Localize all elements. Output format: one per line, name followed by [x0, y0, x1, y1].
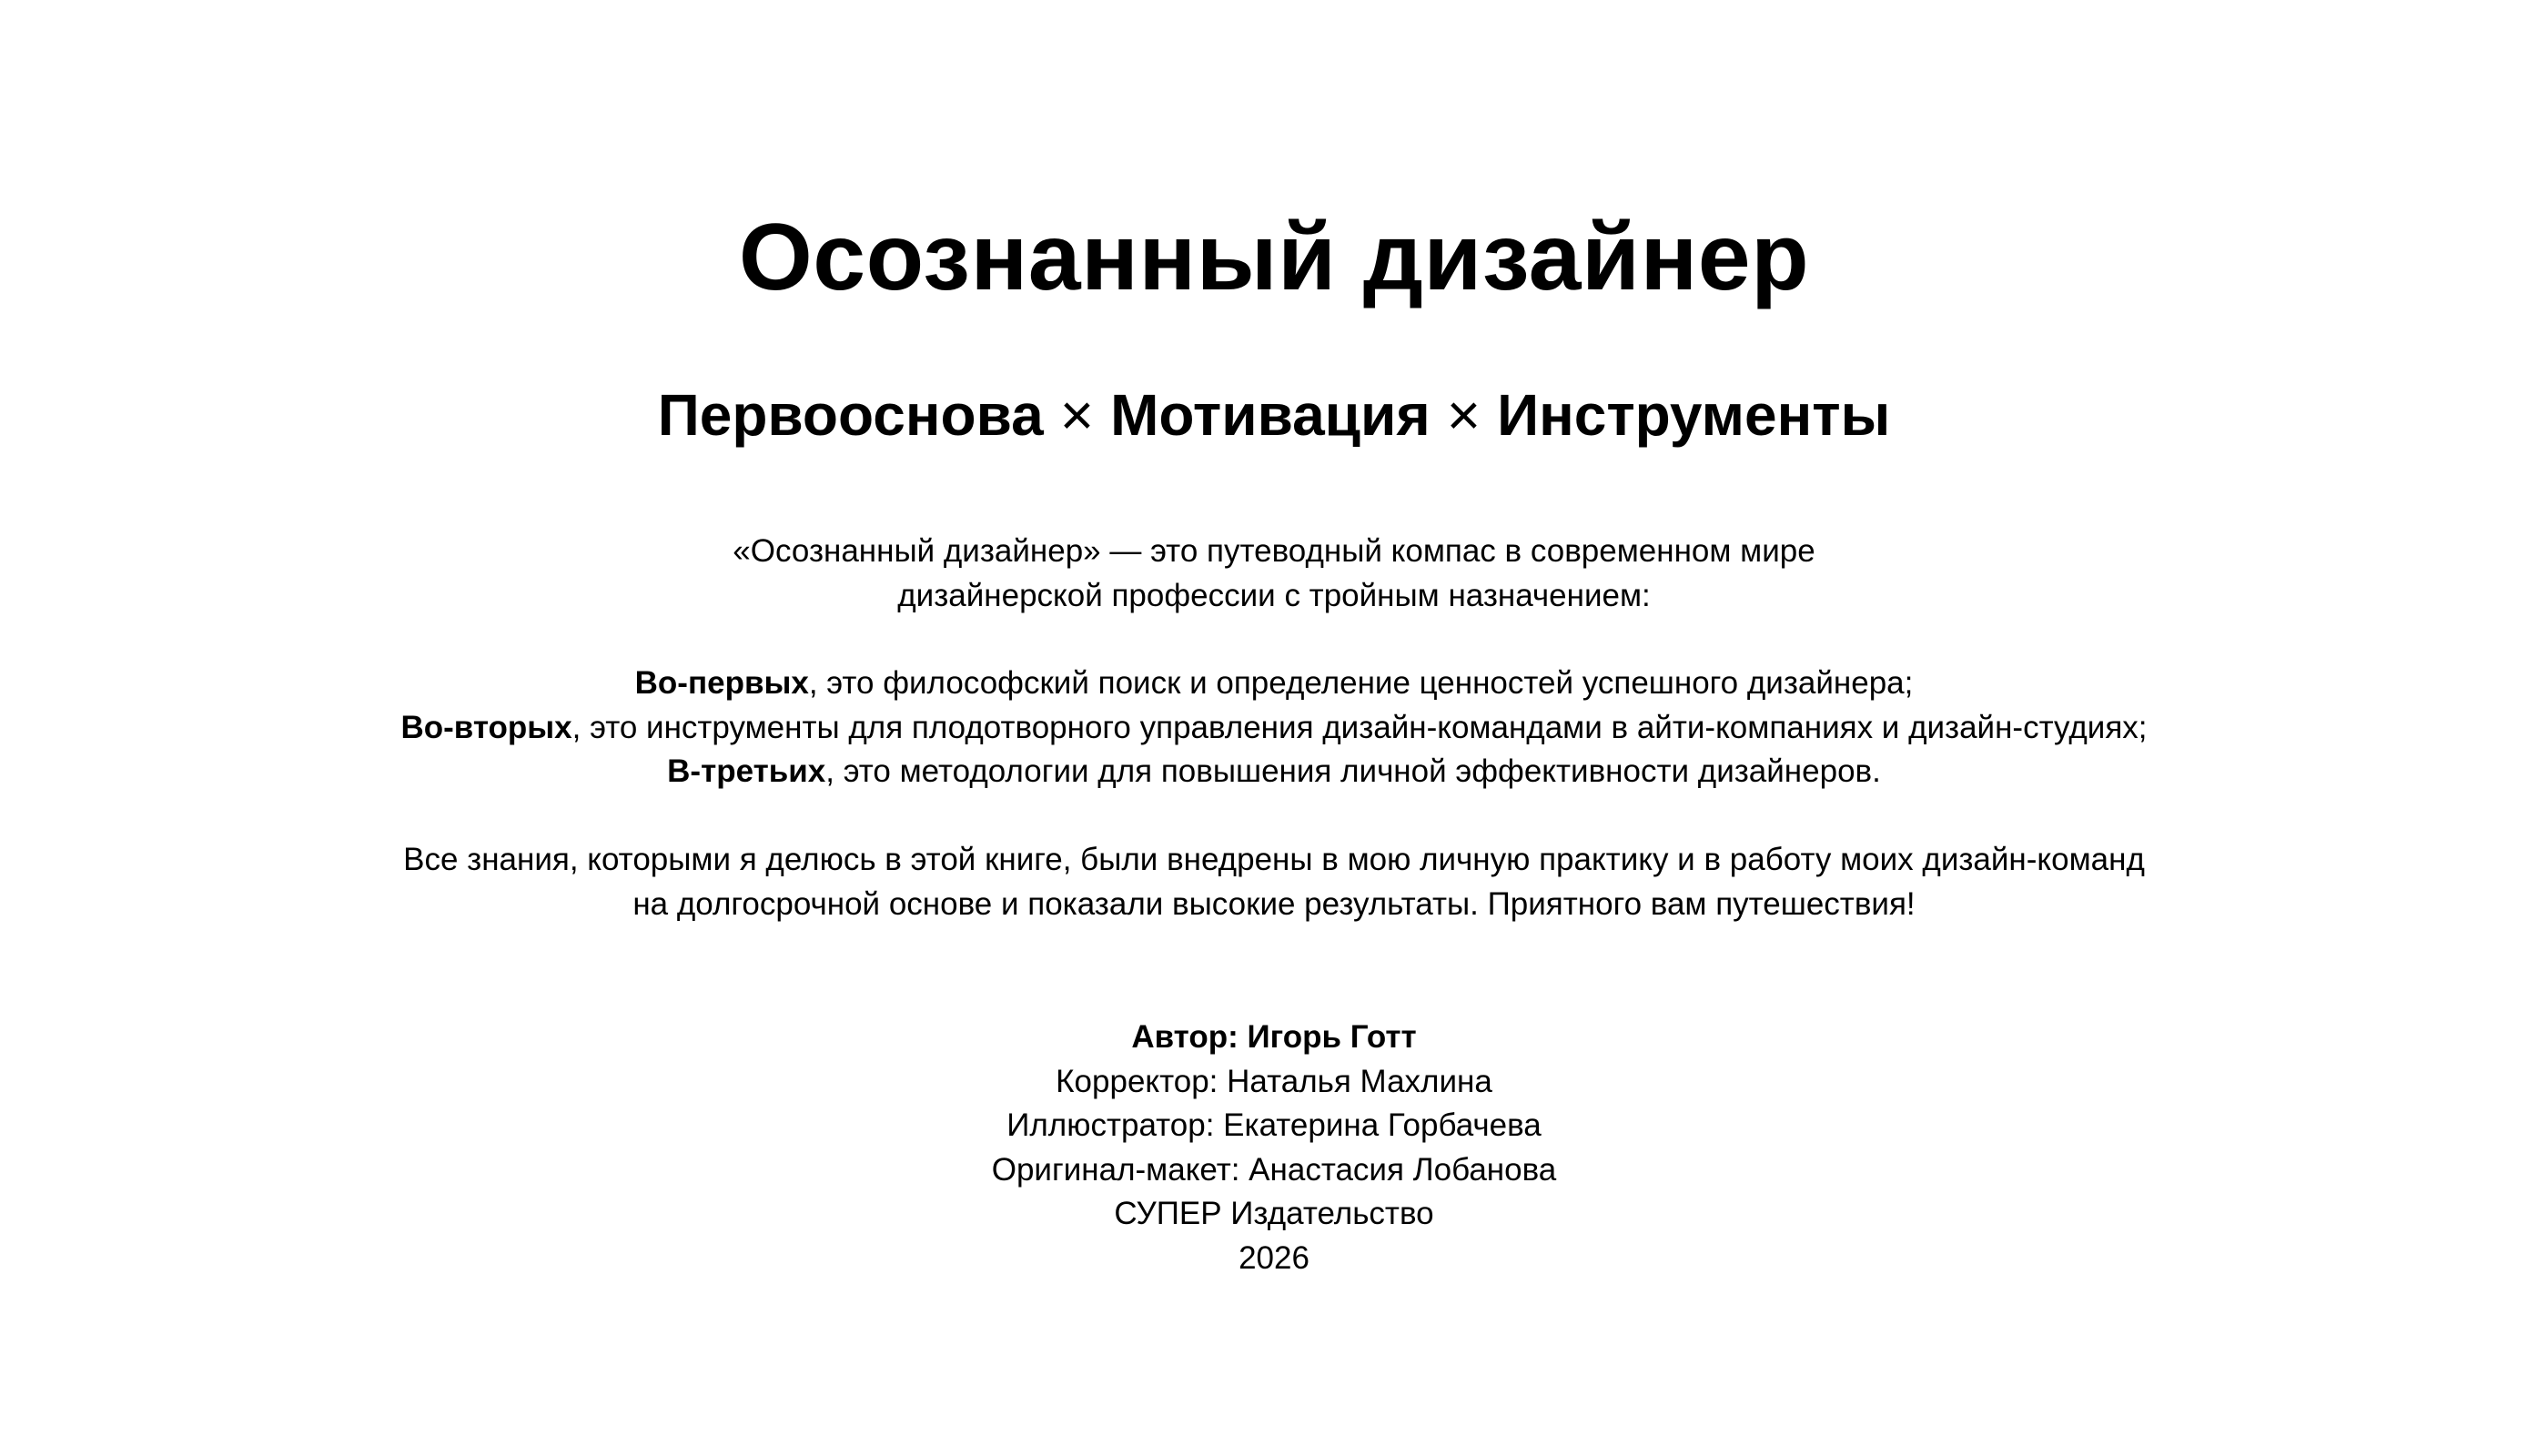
purpose-item-3: [0, 750, 2548, 794]
intro-line-2: дизайнерской профессии с тройным назначением:: [897, 577, 1651, 613]
book-title: Осознанный дизайнер: [738, 205, 1810, 310]
credits-block: [0, 1016, 2548, 1280]
subtitle-separator-2: ×: [1446, 382, 1481, 448]
intro-line-1: «Осознанный дизайнер» — это путеводный компас в современном мире: [733, 533, 1815, 569]
credit-proofreader: Корректор: Наталья Махлина: [1056, 1063, 1492, 1099]
credit-year: 2026: [1239, 1239, 1309, 1276]
subtitle-part-1: Первооснова: [657, 382, 1044, 448]
credit-layout: Оригинал-макет: Анастасия Лобанова: [991, 1151, 1557, 1188]
purpose-item-1-text: , это философский поиск и определение ценностей успешного дизайнера;: [808, 665, 1914, 701]
credit-author-text: Автор: Игорь Готт: [1131, 1019, 1417, 1055]
purpose-item-1-lead: Во-первых: [634, 665, 809, 701]
subtitle-part-3: Инструменты: [1497, 382, 1891, 448]
purpose-item-2-text: , это инструменты для плодотворного управления дизайн-командами в айти-компаниях и дизайн-студиях;: [571, 709, 2148, 745]
purpose-item-3-text: , это методологии для повышения личной эффективности дизайнеров.: [825, 753, 1881, 789]
purpose-item-1: [0, 662, 2548, 706]
credit-illustrator: Иллюстратор: Екатерина Горбачева: [1006, 1107, 1542, 1143]
credit-publisher: СУПЕР Издательство: [1114, 1196, 1434, 1231]
intro-paragraph: [0, 530, 2548, 618]
closing-line-1: Все знания, которыми я делюсь в этой книге, были внедрены в мою личную практику и в работу моих дизайн-команд: [403, 842, 2145, 877]
closing-paragraph: [0, 838, 2548, 926]
subtitle-separator-1: ×: [1059, 382, 1095, 448]
closing-line-2: на долгосрочной основе и показали высокие результаты. Приятного вам путешествия!: [632, 885, 1916, 922]
credit-author: [0, 1016, 2548, 1060]
purpose-item-2-lead: Во-вторых: [400, 709, 572, 745]
purpose-item-3-lead: В-третьих: [667, 753, 826, 789]
purpose-list: [0, 662, 2548, 794]
subtitle-part-2: Мотивация: [1110, 382, 1431, 448]
book-subtitle: [0, 379, 2548, 451]
purpose-item-2: [0, 706, 2548, 751]
